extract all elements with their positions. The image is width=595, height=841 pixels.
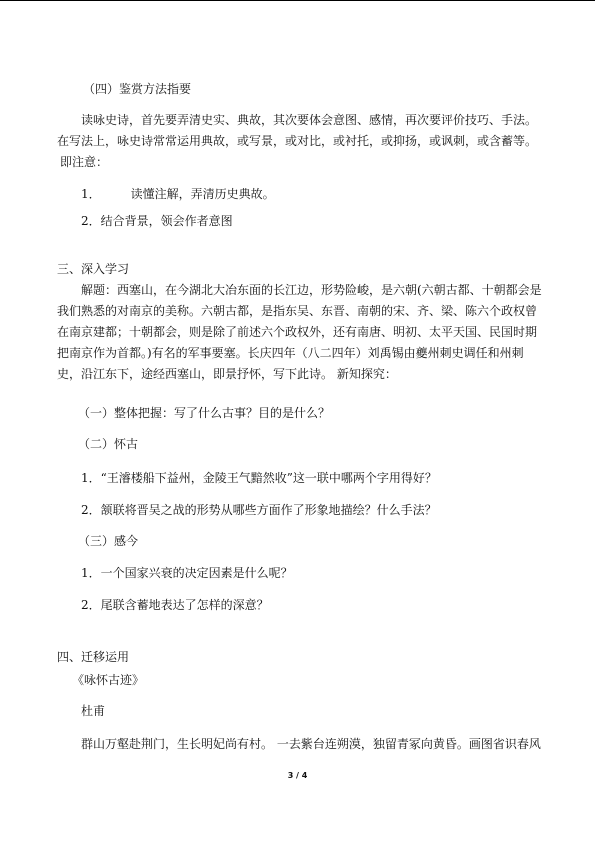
note-number: 2． xyxy=(81,214,101,228)
question-item: 2．颔联将晋吴之战的形势从哪些方面作了形象地描绘？什么手法？ xyxy=(81,503,437,517)
paragraph-line: 读咏史诗，首先要弄清史实、典故，其次要体会意图、感情，再次要评价技巧、手法。 xyxy=(81,113,538,127)
page-top-rule xyxy=(0,0,595,1)
subheading-huaigu: （二）怀古 xyxy=(78,437,139,451)
note-number: 1． xyxy=(81,187,101,201)
page-number: 3 / 4 xyxy=(287,771,308,780)
subheading-ganjin: （三）感今 xyxy=(78,534,139,548)
paragraph-line: 即注意： xyxy=(60,155,109,169)
note-item xyxy=(81,186,595,202)
section-heading-deep-study: 三、深入学习 xyxy=(57,262,130,276)
jieti-line: 解题：西塞山，在今湖北大冶东面的长江边，形势险峻，是六朝(六朝古都、十朝都会是 xyxy=(81,283,542,297)
question-overall: （一）整体把握：写了什么古事？目的是什么？ xyxy=(78,406,331,420)
poem-author: 杜甫 xyxy=(81,704,106,718)
question-item: 2．尾联含蓄地表达了怎样的深意？ xyxy=(81,598,269,612)
jieti-line: 史，沿江东下，途经西塞山，即景抒怀，写下此诗。 新知探究： xyxy=(57,367,397,381)
poem-title: 《咏怀古迹》 xyxy=(72,673,145,687)
jieti-line: 我们熟悉的对南京的美称。六朝古都，是指东吴、东晋、南朝的宋、齐、梁、陈六个政权曾 xyxy=(57,304,538,318)
poem-line: 群山万壑赴荆门，生长明妃尚有村。 一去紫台连朔漠，独留青冢向黄昏。画图省识春风 xyxy=(81,737,541,751)
jieti-line: 把南京作为首都。)有名的军事要塞。长庆四年（八二四年）刘禹锡由夔州刺史调任和州刺 xyxy=(57,346,524,360)
section-heading-appreciation-methods: （四）鉴赏方法指要 xyxy=(83,82,192,96)
note-text: 读懂注解，弄清历史典故。 xyxy=(130,187,275,201)
question-item: 1．“王濬楼船下益州，金陵王气黯然收”这一联中哪两个字用得好？ xyxy=(81,471,437,485)
note-item xyxy=(81,213,595,229)
paragraph-line: 在写法上，咏史诗常常运用典故，或写景，或对比，或衬托，或抑扬，或讽刺，或含蓄等。 xyxy=(57,134,538,148)
note-text: 结合背景，领会作者意图 xyxy=(100,214,233,228)
jieti-line: 在南京建都；十朝都会，则是除了前述六个政权外，还有南唐、明初、太平天国、民国时期 xyxy=(57,325,538,339)
question-item: 1．一个国家兴衰的决定因素是什么呢？ xyxy=(81,566,293,580)
section-heading-transfer: 四、迁移运用 xyxy=(57,650,130,664)
